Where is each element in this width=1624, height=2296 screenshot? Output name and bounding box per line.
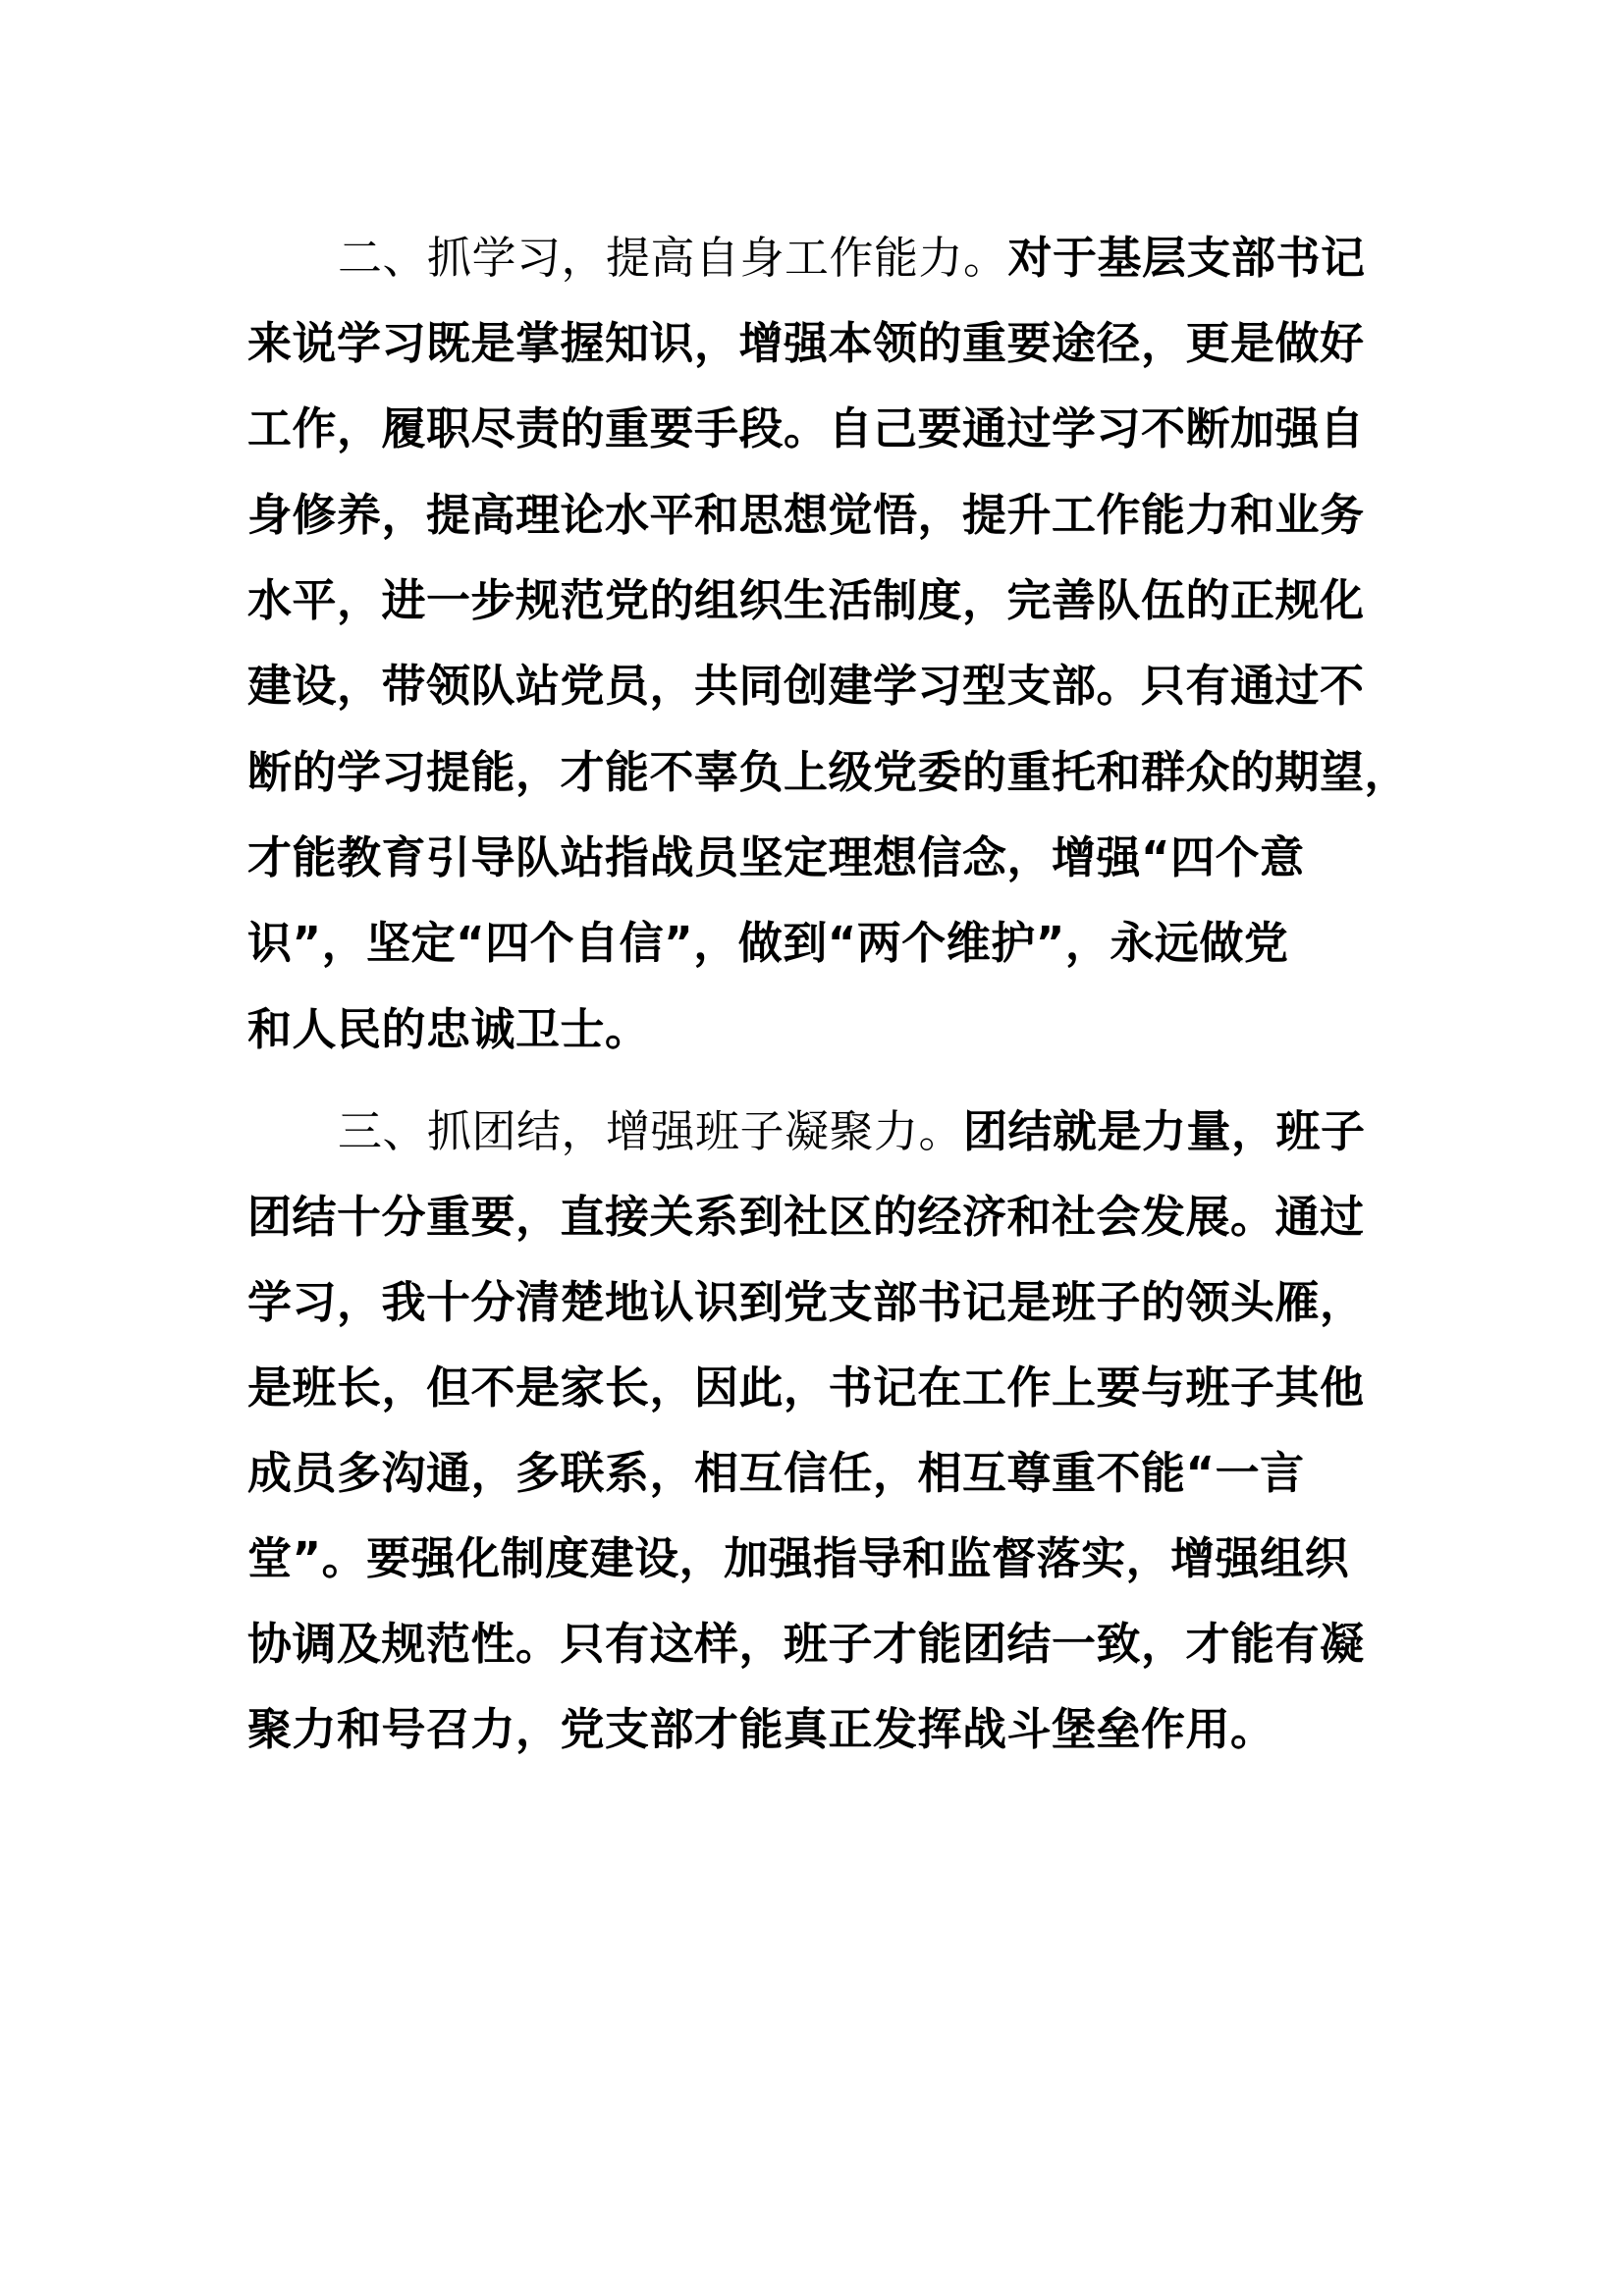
text-line: 和人民的忠诚卫士。 — [247, 1003, 650, 1055]
text-line: 来说学习既是掌握知识，增强本领的重要途径，更是做好 — [247, 317, 1365, 369]
text-line: 学习，我十分清楚地认识到党支部书记是班子的领头雁， — [247, 1276, 1365, 1328]
text-line: 堂”。要强化制度建设，加强指导和监督落实，增强组织 — [247, 1532, 1350, 1584]
section-heading: 三、抓团结，增强班子凝聚力。 — [338, 1105, 964, 1157]
text-line: 是班长，但不是家长，因此，书记在工作上要与班子其他 — [247, 1362, 1365, 1414]
text-line: 断的学习提能，才能不辜负上级党委的重托和群众的期望， — [247, 746, 1410, 798]
text-line: 工作，履职尽责的重要手段。自己要通过学习不断加强自 — [247, 402, 1365, 454]
text-line: 协调及规范性。只有这样，班子才能团结一致，才能有凝 — [247, 1618, 1365, 1670]
text-line — [247, 1102, 1487, 1161]
text-line: 身修养，提高理论水平和思想觉悟，提升工作能力和业务 — [247, 489, 1365, 541]
text-line: 成员多沟通，多联系，相互信任，相互尊重不能“一言 — [247, 1447, 1305, 1499]
text-line: 才能教育引导队站指战员坚定理想信念，增强“四个意 — [247, 831, 1305, 883]
text-line: 建设，带领队站党员，共同创建学习型支部。只有通过不 — [247, 660, 1365, 712]
text-line: 聚力和号召力，党支部才能真正发挥战斗堡垒作用。 — [247, 1703, 1275, 1755]
section-heading: 二、抓学习，提高自身工作能力。 — [338, 232, 1008, 284]
text-line: 团结十分重要，直接关系到社区的经济和社会发展。通过 — [247, 1191, 1365, 1243]
body-text: 团结就是力量，班子 — [963, 1105, 1366, 1157]
body-text: 对于基层支部书记 — [1007, 232, 1366, 284]
text-line — [247, 229, 1487, 288]
text-line: 识”，坚定“四个自信”，做到“两个维护”，永远做党 — [247, 917, 1289, 969]
text-line: 水平，进一步规范党的组织生活制度，完善队伍的正规化 — [247, 574, 1365, 626]
